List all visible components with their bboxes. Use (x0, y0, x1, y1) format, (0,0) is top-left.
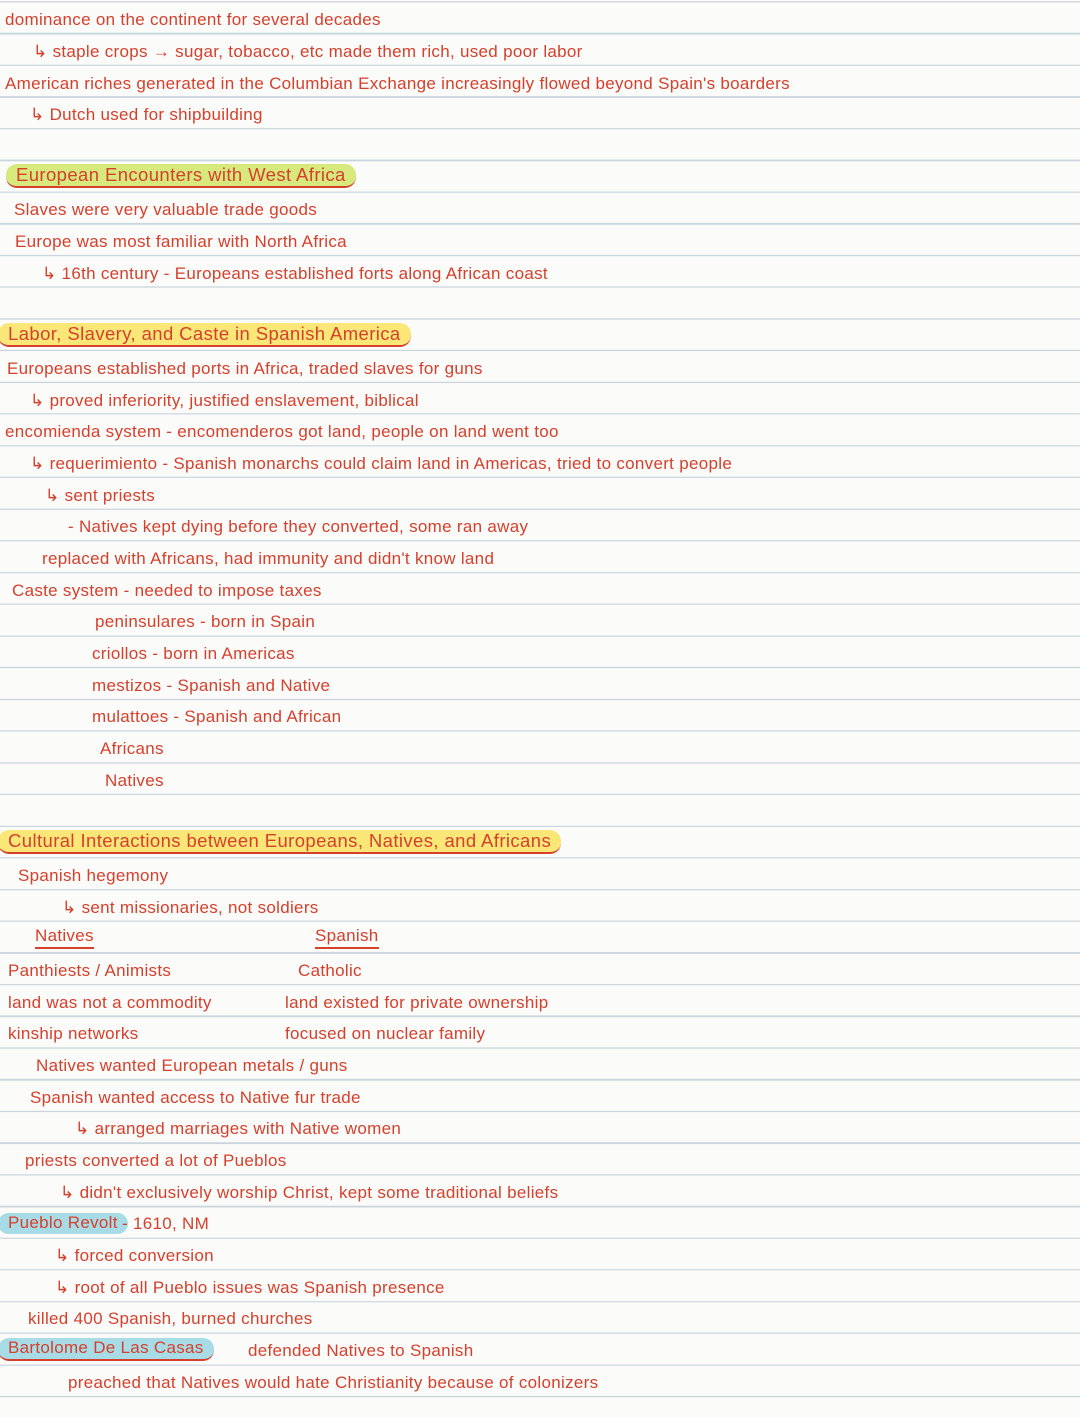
note-text: Africans (100, 739, 164, 759)
note-line (0, 382, 1080, 414)
note-line (0, 1047, 1080, 1079)
note-line (0, 350, 1080, 382)
note-text: priests converted a lot of Pueblos (25, 1151, 287, 1171)
note-text: mulattoes - Spanish and African (92, 707, 342, 727)
note-text: Europeans established ports in Africa, traded slaves for guns (7, 358, 483, 378)
note-line (0, 286, 1080, 318)
note-line (0, 1300, 1080, 1332)
note-line (0, 1332, 1080, 1364)
note-text: ↳ 16th century - Europeans established forts along African coast (42, 263, 548, 283)
note-line (0, 255, 1080, 287)
section-heading: Cultural Interactions between Europeans, Natives, and Africans (0, 830, 561, 854)
note-line (0, 793, 1080, 825)
note-text: ↳ staple crops → sugar, tobacco, etc made them rich, used poor labor (33, 41, 583, 61)
highlighted-term: Pueblo Revolt (0, 1213, 128, 1234)
note-line (0, 920, 1080, 952)
note-line (0, 445, 1080, 477)
notes-rows (0, 1, 1080, 1395)
note-text: land existed for private ownership (285, 992, 549, 1012)
note-text: criollos - born in Americas (92, 644, 295, 664)
note-text: dominance on the continent for several decades (5, 10, 381, 30)
note-text: American riches generated in the Columbian Exchange increasingly flowed beyond Spain's boarders (5, 73, 790, 93)
note-line (0, 984, 1080, 1016)
note-text: ↳ didn't exclusively worship Christ, kept some traditional beliefs (60, 1182, 559, 1202)
note-text: focused on nuclear family (285, 1024, 486, 1044)
note-text: defended Natives to Spanish (248, 1341, 474, 1361)
note-line (0, 160, 1080, 192)
note-text: - Natives kept dying before they converted, some ran away (68, 517, 529, 537)
note-line (0, 889, 1080, 921)
note-text: preached that Natives would hate Christianity because of colonizers (68, 1372, 599, 1392)
note-text: kinship networks (8, 1024, 139, 1044)
note-line (0, 1237, 1080, 1269)
note-line (0, 857, 1080, 889)
note-text: Natives (105, 770, 164, 790)
note-line (0, 1174, 1080, 1206)
section-heading: European Encounters with West Africa (6, 164, 356, 188)
note-line (0, 635, 1080, 667)
note-line (0, 65, 1080, 97)
note-line (0, 96, 1080, 128)
note-line (0, 1205, 1080, 1237)
column-header: Natives (35, 927, 94, 949)
note-line (0, 572, 1080, 604)
note-line (0, 1364, 1080, 1396)
note-text: Panthiests / Animists (8, 960, 172, 980)
note-line (0, 1015, 1080, 1047)
note-text: encomienda system - encomenderos got land, people on land went too (5, 422, 559, 442)
note-line (0, 603, 1080, 635)
note-text: ↳ forced conversion (55, 1246, 214, 1266)
note-text: Spanish wanted access to Native fur trade (30, 1087, 361, 1107)
note-text: ↳ proved inferiority, justified enslavement, biblical (30, 390, 419, 410)
note-text: Catholic (298, 960, 362, 980)
column-header: Spanish (315, 927, 379, 949)
note-line (0, 477, 1080, 509)
note-line (0, 191, 1080, 223)
note-text: killed 400 Spanish, burned churches (28, 1309, 313, 1329)
highlighted-term: Bartolome De Las Casas (0, 1338, 214, 1361)
note-text: ↳ root of all Pueblo issues was Spanish presence (55, 1277, 445, 1297)
note-text: Natives wanted European metals / guns (36, 1055, 348, 1075)
note-text: replaced with Africans, had immunity and didn't know land (42, 548, 495, 568)
note-text: land was not a commodity (8, 992, 212, 1012)
note-line (0, 698, 1080, 730)
note-text: ↳ sent priests (45, 485, 156, 505)
note-line (0, 540, 1080, 572)
note-text: ↳ arranged marriages with Native women (75, 1119, 402, 1139)
note-line (0, 730, 1080, 762)
note-line (0, 33, 1080, 65)
note-text: Spanish hegemony (18, 865, 169, 885)
note-line (0, 952, 1080, 984)
note-line (0, 128, 1080, 160)
note-line (0, 825, 1080, 857)
note-line (0, 762, 1080, 794)
note-text: ↳ sent missionaries, not soldiers (62, 897, 319, 917)
note-line (0, 1110, 1080, 1142)
note-line (0, 1269, 1080, 1301)
note-text: peninsulares - born in Spain (95, 612, 316, 632)
note-line (0, 1079, 1080, 1111)
note-line (0, 1, 1080, 33)
note-line (0, 667, 1080, 699)
note-text: Slaves were very valuable trade goods (14, 200, 318, 220)
note-line (0, 508, 1080, 540)
note-text: ↳ requerimiento - Spanish monarchs could claim land in Americas, tried to convert people (30, 453, 733, 473)
note-line (0, 318, 1080, 350)
section-heading: Labor, Slavery, and Caste in Spanish America (0, 323, 411, 347)
note-line (0, 1142, 1080, 1174)
note-line (0, 413, 1080, 445)
note-text: - 1610, NM (122, 1214, 210, 1234)
note-text: Europe was most familiar with North Africa (15, 232, 347, 252)
note-text: Caste system - needed to impose taxes (12, 580, 322, 600)
note-text: mestizos - Spanish and Native (92, 675, 331, 695)
note-line (0, 223, 1080, 255)
note-text: ↳ Dutch used for shipbuilding (30, 105, 263, 125)
